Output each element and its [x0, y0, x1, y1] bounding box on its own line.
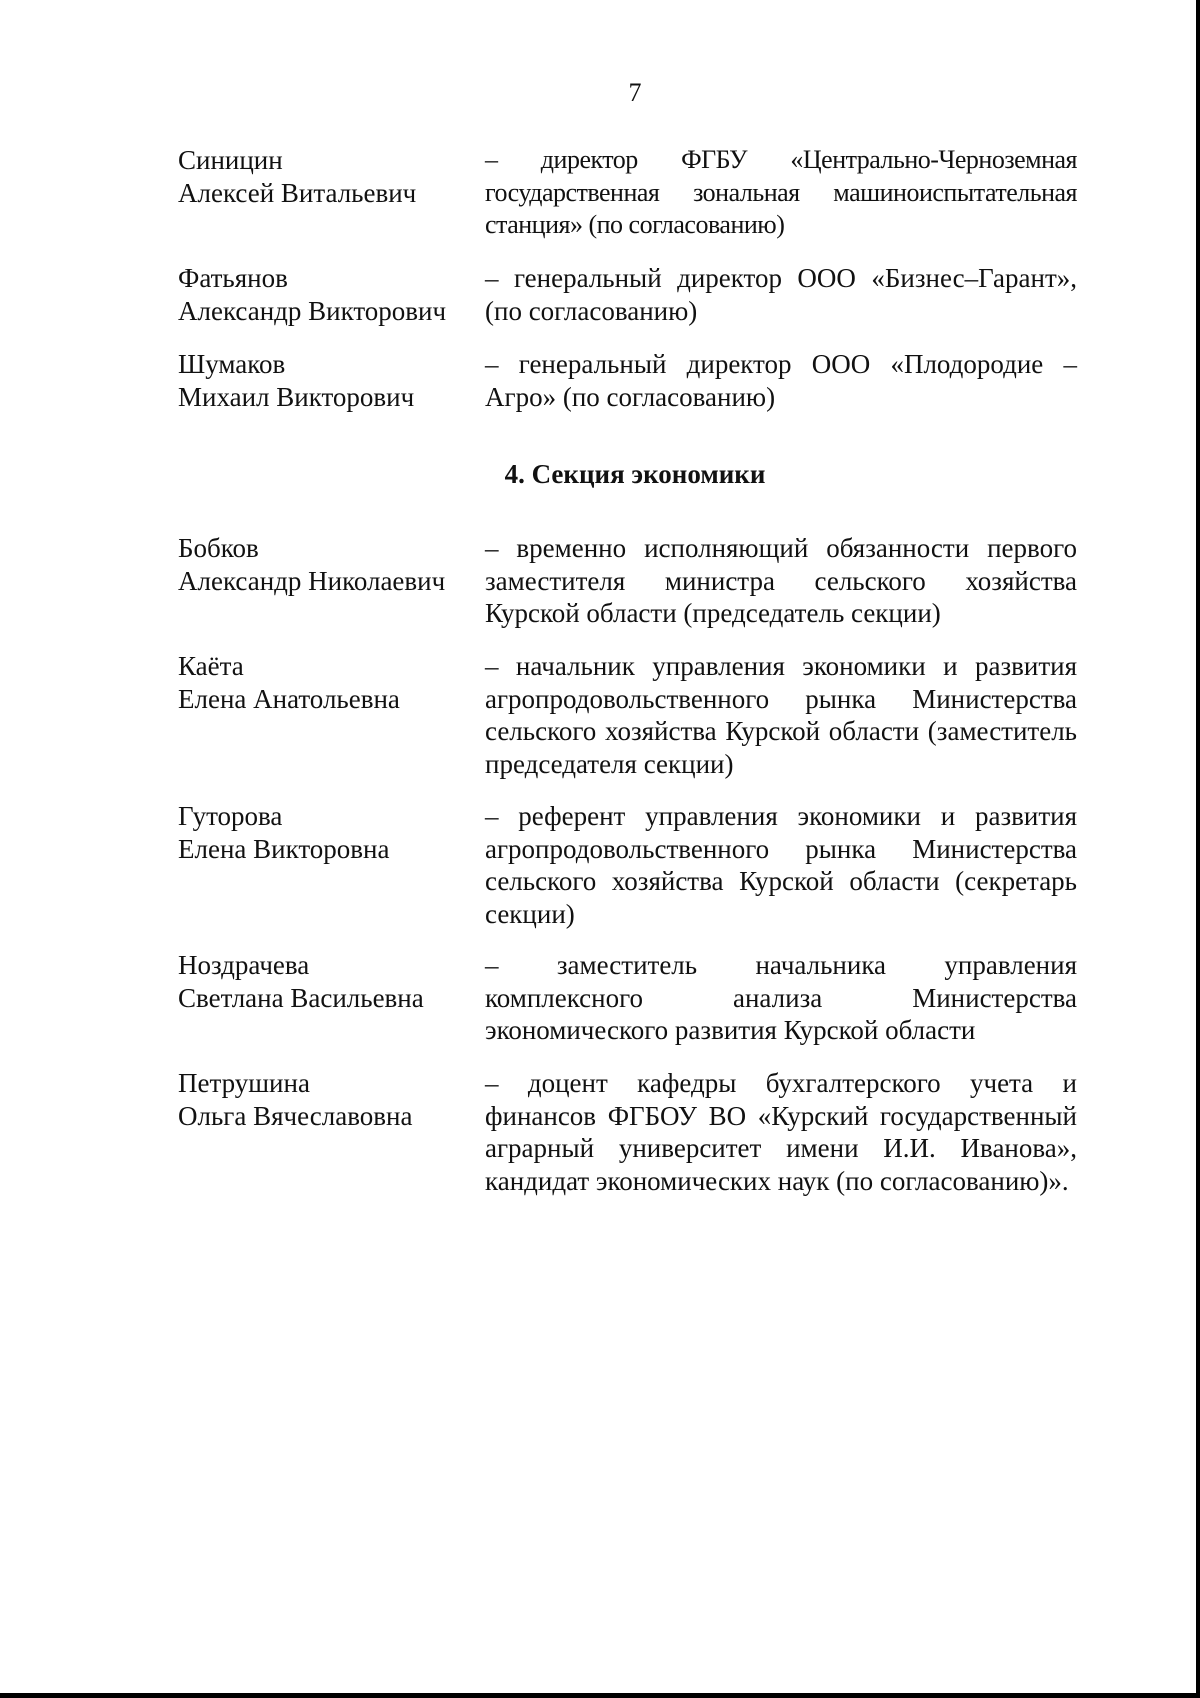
member-name [178, 1067, 478, 1132]
member-role: – начальник управления экономики и развития агропродовольственного рынка Министерства сельского хозяйства Курской области (заместитель председателя секции) [485, 651, 1077, 779]
member-name [178, 949, 478, 1014]
member-name [178, 532, 478, 597]
member-given-names: Александр Николаевич [178, 565, 446, 596]
member-name [178, 144, 478, 209]
member-given-names: Михаил Викторович [178, 381, 415, 412]
member-role: – генеральный директор ООО «Плодородие – Агро» (по согласованию) [485, 349, 1077, 412]
scan-border-right [1196, 0, 1200, 1698]
member-role: – директор ФГБУ «Центрально-Черноземная государственная зональная машиноиспытательная станция» (по согласованию) [485, 145, 1077, 239]
member-role: – временно исполняющий обязанности первого заместителя министра сельского хозяйства Курской области (председатель секции) [485, 533, 1077, 628]
member-name [178, 650, 478, 715]
member-given-names: Ольга Вячеславовна [178, 1100, 413, 1131]
member-surname: Фатьянов [178, 263, 288, 293]
member-role: – доцент кафедры бухгалтерского учета и финансов ФГБОУ ВО «Курский государственный аграрный университет имени И.И. Иванова», кандидат экономических наук (по согласованию)». [485, 1068, 1077, 1196]
member-role: – заместитель начальника управления комплексного анализа Министерства экономического развития Курской области [485, 950, 1077, 1045]
section-heading: 4. Секция экономики [504, 459, 766, 489]
member-surname: Каёта [178, 651, 244, 681]
member-surname: Петрушина [178, 1068, 310, 1098]
member-given-names: Светлана Васильевна [178, 982, 424, 1013]
member-role: – референт управления экономики и развития агропродовольственного рынка Министерства сельского хозяйства Курской области (секретарь секции) [485, 801, 1077, 929]
member-given-names: Елена Анатольевна [178, 683, 400, 714]
member-name [178, 800, 478, 865]
member-given-names: Алексей Витальевич [178, 177, 417, 208]
member-surname: Синицин [178, 145, 283, 175]
member-given-names: Елена Викторовна [178, 833, 390, 864]
member-surname: Гуторова [178, 801, 283, 831]
member-name [178, 262, 478, 327]
member-surname: Ноздрачева [178, 950, 310, 980]
member-surname: Шумаков [178, 349, 286, 379]
member-surname: Бобков [178, 533, 259, 563]
member-role: – генеральный директор ООО «Бизнес–Гарант», (по согласованию) [485, 263, 1077, 326]
member-given-names: Александр Викторович [178, 295, 447, 326]
member-name [178, 348, 478, 413]
page-number: 7 [628, 78, 642, 107]
scan-border-bottom [0, 1693, 1200, 1698]
